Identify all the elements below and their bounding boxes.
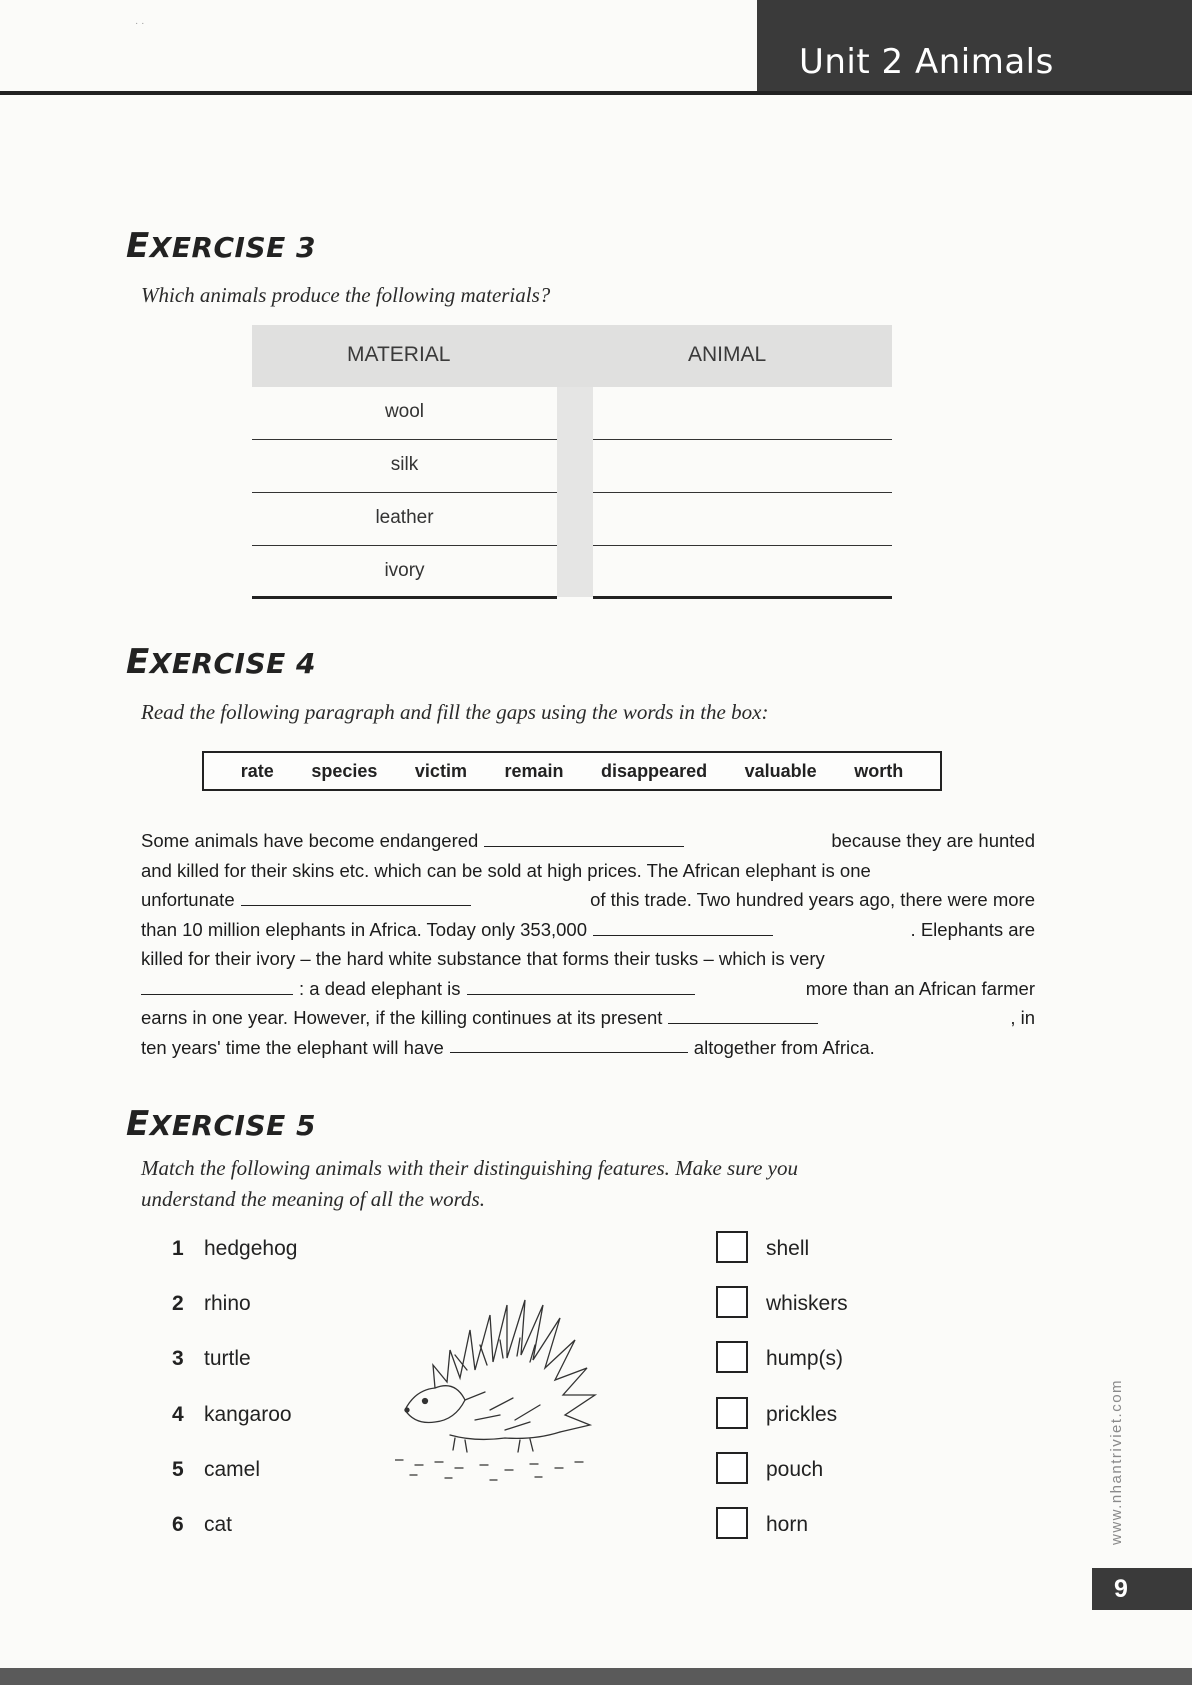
header-rule [0,91,1192,95]
word-item: victim [414,760,467,781]
header-animal: ANIMAL [688,343,767,366]
table-row [252,387,892,440]
material-cell: ivory [252,546,557,599]
list-item: 3 turtle [172,1347,251,1370]
list-item: 1 hedgehog [172,1237,298,1260]
word-item: species [311,760,378,781]
header-material: MATERIAL [347,343,451,366]
paragraph-line: earns in one year. However, if the killing continues at its present , in [141,1003,1035,1033]
exercise-5-instruction-line1: Match the following animals with their distinguishing features. Make sure you [141,1156,798,1180]
page-number: 9 [1092,1568,1192,1610]
answer-checkbox[interactable] [716,1452,748,1484]
exercise-4-title: EXERCISE 4 [126,642,316,682]
answer-checkbox[interactable] [716,1397,748,1429]
answer-checkbox[interactable] [716,1231,748,1263]
exercise-3-title: EXERCISE 3 [126,226,316,266]
gap-blank[interactable] [450,1033,688,1053]
word-item: rate [240,760,274,781]
animal-answer-blank[interactable] [593,546,892,599]
gap-blank[interactable] [241,886,471,906]
word-box [202,751,942,791]
table-row [252,546,892,599]
gap-blank[interactable] [593,916,773,936]
list-item: 6 cat [172,1513,233,1536]
paragraph-line: unfortunate of this trade. Two hundred years ago, there were more [141,885,1035,915]
paragraph-line: Some animals have become endangered because they are hunted [141,826,1035,856]
animal-answer-blank[interactable] [593,440,892,493]
list-item: 2 rhino [172,1292,251,1315]
exercise-3-instruction: Which animals produce the following materials? [141,283,551,307]
paragraph-line: ten years' time the elephant will have altogether from Africa. [141,1033,1035,1063]
hedgehog-illustration [395,1270,625,1500]
exercise-5-instruction-line2: understand the meaning of all the words. [141,1187,485,1211]
paragraph-line: : a dead elephant is more than an African farmer [141,974,1035,1004]
list-item: 4 kangaroo [172,1403,292,1426]
paragraph-line: than 10 million elephants in Africa. Today only 353,000 . Elephants are [141,915,1035,945]
answer-checkbox[interactable] [716,1507,748,1539]
gap-fill-paragraph [141,826,1035,1062]
word-item: disappeared [601,760,708,781]
answer-checkbox[interactable] [716,1286,748,1318]
unit-title: Unit 2 Animals [799,42,1054,82]
word-item: valuable [744,760,817,781]
animal-answer-blank[interactable] [593,387,892,440]
paragraph-line: and killed for their skins etc. which can be sold at high prices. The African elephant is one [141,859,871,881]
table-row [252,493,892,546]
list-item: 5 camel [172,1458,261,1481]
gap-blank[interactable] [668,1004,818,1024]
scan-marks: · · [135,18,145,29]
table-row [252,440,892,493]
gap-blank[interactable] [467,975,695,995]
table-header [252,325,892,387]
word-item: remain [504,760,564,781]
paragraph-line: killed for their ivory – the hard white substance that forms their tusks – which is very [141,948,825,969]
exercise-4-instruction: Read the following paragraph and fill the gaps using the words in the box: [141,700,769,724]
unit-banner [757,0,1192,95]
gap-blank[interactable] [141,975,293,995]
exercise-5-title: EXERCISE 5 [126,1104,316,1144]
gap-blank[interactable] [484,827,684,847]
answer-checkbox[interactable] [716,1341,748,1373]
publisher-url: www.nhantriviet.com [1108,1378,1125,1545]
material-cell: silk [252,440,557,493]
material-cell: leather [252,493,557,546]
animal-answer-blank[interactable] [593,493,892,546]
bottom-edge [0,1668,1192,1685]
material-cell: wool [252,387,557,440]
materials-table [252,325,892,597]
word-item: worth [854,760,904,781]
